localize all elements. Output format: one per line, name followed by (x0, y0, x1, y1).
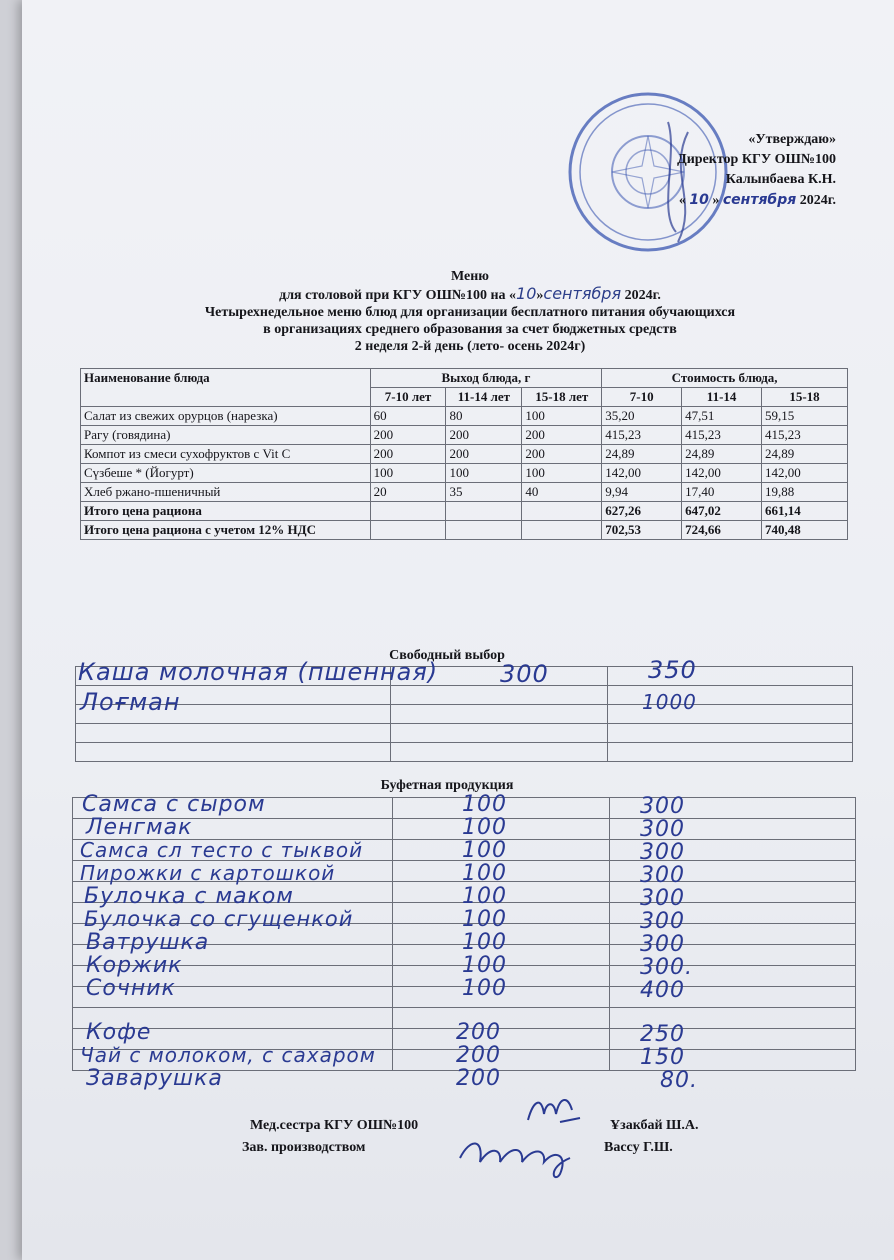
col-output: Выход блюда, г (370, 369, 602, 388)
approval-date-month: сентября (722, 192, 797, 208)
buffet-item-name: Булочка со сгущенкой (84, 907, 354, 931)
heading-title: Меню (450, 269, 489, 284)
buffet-item-qty: 100 (462, 861, 507, 886)
buffet-item-qty: 200 (456, 1020, 501, 1045)
buffet-item-name: Сочник (86, 976, 176, 1001)
approval-position: Директор КГУ ОШ№100 (677, 152, 836, 167)
buffet-item-price: 300 (640, 794, 685, 819)
free-choice-item-name: Каша молочная (пшенная) (78, 658, 439, 686)
col-cost-age: 7-10 (602, 388, 682, 407)
heading-date-line: для столовой при КГУ ОШ№100 на «10»сентября 2024г. (279, 284, 661, 303)
buffet-item-qty: 100 (462, 976, 507, 1001)
buffet-item-qty: 100 (462, 838, 507, 863)
buffet-item-price: 300 (640, 886, 685, 911)
buffet-item-qty: 200 (456, 1043, 501, 1068)
buffet-title: Буфетная продукция (380, 778, 514, 793)
approval-date: « 10 » сентября 2024г. (678, 192, 836, 208)
buffet-item-qty: 100 (462, 930, 507, 955)
buffet-item-qty: 100 (462, 815, 507, 840)
menu-table (80, 368, 848, 540)
buffet-item-name: Самса с сыром (82, 792, 266, 817)
buffet-item-name: Ватрушка (86, 930, 210, 955)
col-cost: Стоимость блюда, (602, 369, 848, 388)
buffet-item-price: 300 (640, 909, 685, 934)
nurse-title: Мед.сестра КГУ ОШ№100 (250, 1118, 419, 1133)
buffet-item-name: Булочка с маком (84, 884, 294, 909)
approval-name: Калынбаева К.Н. (725, 172, 836, 187)
table-row: Салат из свежих орурцов (нарезка) 60 80 100 35,20 47,51 59,15 (81, 407, 848, 426)
table-row: Рагу (говядина) 200 200 200 415,23 415,23 415,23 (81, 426, 848, 445)
nurse-signature (520, 1092, 590, 1132)
buffet-item-qty: 100 (462, 884, 507, 909)
table-row: Сүзбеше * (Йогурт) 100 100 100 142,00 142,00 142,00 (81, 464, 848, 483)
free-choice-item-qty: 300 (500, 660, 549, 688)
buffet-item-price: 300 (640, 817, 685, 842)
buffet-item-name: Самса сл тесто с тыквой (80, 838, 364, 862)
buffet-item-price: 400 (640, 978, 685, 1003)
heading-subtitle: Четырехнедельное меню блюд для организации бесплатного питания обучающихся (204, 305, 736, 320)
total-vat-row: Итого цена рациона с учетом 12% НДС 702,53 724,66 740,48 (81, 521, 848, 540)
buffet-item-name: Ленгмак (86, 815, 193, 840)
col-age: 7-10 лет (370, 388, 446, 407)
buffet-item-price: 150 (640, 1045, 685, 1070)
free-choice-title: Свободный выбор (389, 648, 505, 663)
chef-title: Зав. производством (242, 1140, 366, 1155)
buffet-item-qty: 100 (462, 792, 507, 817)
chef-signature (450, 1128, 590, 1188)
nurse-name: Ұзакбай Ш.А. (610, 1118, 699, 1133)
heading-subtitle-2: в организациях среднего образования за счет бюджетных средств (263, 322, 677, 337)
approval-date-day: 10 (689, 192, 709, 208)
buffet-item-qty: 200 (456, 1066, 501, 1091)
col-age: 11-14 лет (446, 388, 522, 407)
heading-week-day: 2 неделя 2-й день (лето- осень 2024г) (354, 339, 586, 354)
buffet-item-qty: 100 (462, 907, 507, 932)
free-choice-item-price: 350 (648, 656, 697, 684)
col-cost-age: 15-18 (762, 388, 848, 407)
total-row: Итого цена рациона 627,26 647,02 661,14 (81, 502, 848, 521)
buffet-item-price: 300 (640, 932, 685, 957)
buffet-item-price: 300. (640, 955, 693, 980)
buffet-item-name: Чай с молоком, с сахаром (80, 1043, 376, 1067)
menu-heading (80, 268, 860, 355)
buffet-item-price: 80. (660, 1068, 698, 1093)
table-row: Хлеб ржано-пшеничный 20 35 40 9,94 17,40 19,88 (81, 483, 848, 502)
buffet-item-price: 300 (640, 863, 685, 888)
buffet-item-name: Заварушка (86, 1066, 223, 1091)
col-dish-name: Наименование блюда (81, 369, 371, 407)
buffet-item-price: 300 (640, 840, 685, 865)
table-row: Компот из смеси сухофруктов с Vit C 200 200 200 24,89 24,89 24,89 (81, 445, 848, 464)
buffet-item-name: Кофе (86, 1020, 152, 1045)
approval-title: «Утверждаю» (748, 132, 836, 147)
buffet-item-name: Пирожки с картошкой (80, 861, 336, 885)
free-choice-item-name: Лоғман (80, 688, 181, 716)
buffet-item-qty: 100 (462, 953, 507, 978)
approval-block (677, 130, 836, 211)
col-cost-age: 11-14 (682, 388, 762, 407)
buffet-item-name: Коржик (86, 953, 183, 978)
free-choice-item-price: 1000 (642, 690, 697, 714)
col-age: 15-18 лет (522, 388, 602, 407)
buffet-item-price: 250 (640, 1022, 685, 1047)
chef-name: Вассу Г.Ш. (604, 1140, 673, 1155)
